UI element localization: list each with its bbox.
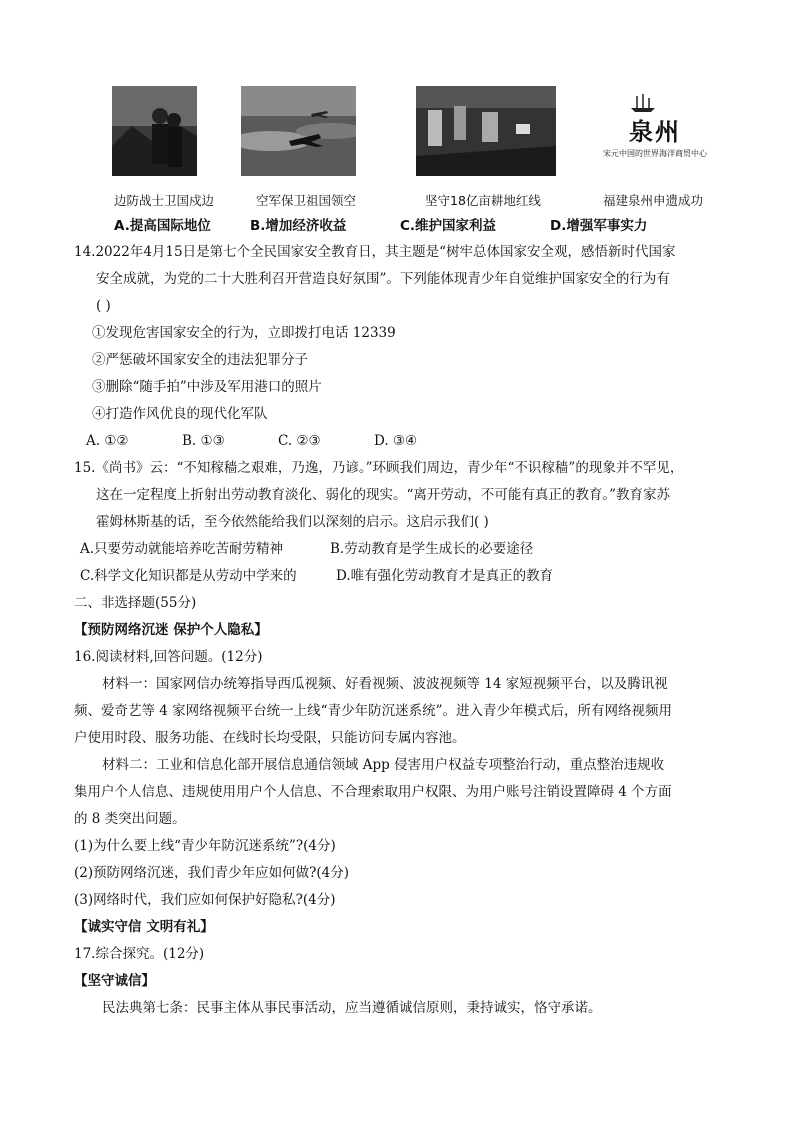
q13-option-b: B.增加经济收益 bbox=[250, 218, 347, 234]
farmland-photo bbox=[416, 86, 556, 176]
q17-subheading: 【坚守诚信】 bbox=[74, 973, 155, 989]
q13-option-c: C.维护国家利益 bbox=[400, 218, 497, 234]
q15-stem-line-1: 15.《尚书》云：“不知稼穑之艰难，乃逸，乃谚。”环顾我们周边，青少年“不识稼穑”的现象并不罕见， bbox=[74, 460, 684, 476]
q15-option-c: C.科学文化知识都是从劳动中学来的 bbox=[80, 568, 297, 584]
q15-stem-line-3: 霍姆林斯基的话，至今依然能给我们以深刻的启示。这启示我们( ) bbox=[96, 514, 489, 530]
q17-title: 17.综合探究。(12分) bbox=[74, 946, 205, 962]
q15-option-a: A.只要劳动就能培养吃苦耐劳精神 bbox=[80, 541, 284, 557]
caption-4: 福建泉州申遗成功 bbox=[603, 193, 704, 208]
q16-question-1: (1)为什么要上线“青少年防沉迷系统”?(4分) bbox=[74, 838, 336, 854]
border-soldier-photo bbox=[112, 86, 197, 176]
q14-item-1: ①发现危害国家安全的行为，立即拨打电话 12339 bbox=[92, 325, 396, 341]
q14-item-3: ③删除“随手拍”中涉及军用港口的照片 bbox=[92, 379, 322, 395]
q16-material-2-line-3: 的 8 类突出问题。 bbox=[74, 811, 186, 827]
q16-material-2-line-1: 材料二：工业和信息化部开展信息通信领域 App 侵害用户权益专项整治行动，重点整治违规收 bbox=[102, 757, 665, 773]
q16-material-2-line-2: 集用户个人信息、违规使用用户个人信息、不合理索取用户权限、为用户账号注销设置障碍 4 个方面 bbox=[74, 784, 672, 800]
q16-title: 16.阅读材料,回答问题。(12分) bbox=[74, 649, 263, 665]
q14-stem-line-2: 安全成就，为党的二十大胜利召开营造良好氛围”。下列能体现青少年自觉维护国家安全的行为有 bbox=[96, 271, 670, 287]
caption-2: 空军保卫祖国领空 bbox=[256, 193, 357, 208]
q14-option-d: D. ③④ bbox=[374, 433, 418, 449]
theme-heading-2: 【诚实守信 文明有礼】 bbox=[74, 919, 214, 935]
theme-heading-1: 【预防网络沉迷 保护个人隐私】 bbox=[74, 622, 268, 638]
q17-text: 民法典第七条：民事主体从事民事活动，应当遵循诚信原则，秉持诚实，恪守承诺。 bbox=[102, 1000, 602, 1016]
q14-item-4: ④打造作风优良的现代化军队 bbox=[92, 406, 268, 422]
caption-1: 边防战士卫国戍边 bbox=[114, 193, 215, 208]
quanzhou-logo bbox=[585, 92, 725, 172]
q16-question-2: (2)预防网络沉迷，我们青少年应如何做?(4分) bbox=[74, 865, 349, 881]
logo-subtitle: 宋元中国的世界海洋商贸中心 bbox=[603, 149, 707, 158]
q14-stem-line-1: 14.2022年4月15日是第七个全民国家安全教育日，其主题是“树牢总体国家安全观，感悟新时代国家 bbox=[74, 244, 676, 260]
q14-stem-line-3: ( ) bbox=[96, 298, 111, 314]
q14-item-2: ②严惩破坏国家安全的违法犯罪分子 bbox=[92, 352, 308, 368]
q14-option-c: C. ②③ bbox=[278, 433, 321, 449]
q14-option-a: A. ①② bbox=[86, 433, 129, 449]
q13-option-d: D.增强军事实力 bbox=[550, 218, 648, 234]
q15-stem-line-2: 这在一定程度上折射出劳动教育淡化、弱化的现实。“离开劳动，不可能有真正的教育。”教育家苏 bbox=[96, 487, 671, 503]
q16-material-1-line-1: 材料一：国家网信办统筹指导西瓜视频、好看视频、波波视频等 14 家短视频平台，以及腾讯视 bbox=[102, 676, 668, 692]
q15-option-d: D.唯有强化劳动教育才是真正的教育 bbox=[336, 568, 554, 584]
logo-title: 泉州 bbox=[629, 117, 681, 146]
q16-material-1-line-2: 频、爱奇艺等 4 家网络视频平台统一上线“青少年防沉迷系统”。进入青少年模式后，所有网络视频用 bbox=[74, 703, 672, 719]
caption-3: 坚守18亿亩耕地红线 bbox=[425, 193, 541, 208]
q14-option-b: B. ①③ bbox=[182, 433, 225, 449]
q16-material-1-line-3: 户使用时段、服务功能、在线时长均受限，只能访问专属内容池。 bbox=[74, 730, 466, 746]
q16-question-3: (3)网络时代，我们应如何保护好隐私?(4分) bbox=[74, 892, 336, 908]
q15-option-b: B.劳动教育是学生成长的必要途径 bbox=[330, 541, 534, 557]
q13-option-a: A.提高国际地位 bbox=[114, 218, 211, 234]
section-heading: 二、非选择题(55分) bbox=[74, 595, 197, 611]
fighter-jets-photo bbox=[241, 86, 356, 176]
